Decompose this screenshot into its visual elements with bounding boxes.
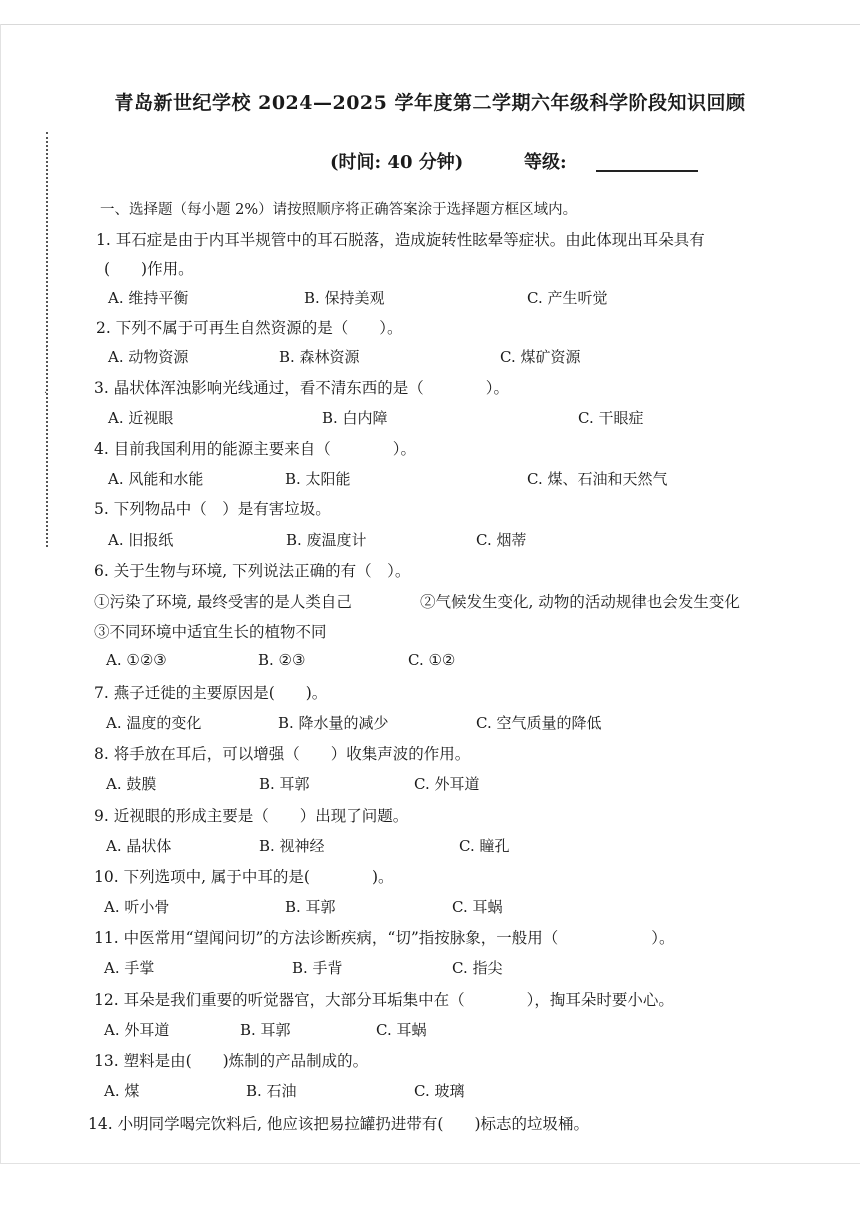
- question-12-option-c[interactable]: C. 耳蜗: [376, 1021, 427, 1039]
- question-5-option-b[interactable]: B. 废温度计: [286, 531, 367, 549]
- question-7-option-c[interactable]: C. 空气质量的降低: [476, 714, 602, 732]
- section-instructions: 一、选择题（每小题 2%）请按照顺序将正确答案涂于选择题方框区域内。: [100, 202, 578, 218]
- question-6-option-a[interactable]: A. ①②③: [106, 651, 167, 669]
- question-7-option-b[interactable]: B. 降水量的减少: [278, 714, 389, 732]
- question-8-option-c[interactable]: C. 外耳道: [414, 775, 480, 793]
- question-8-stem: 8. 将手放在耳后，可以增强（ ）收集声波的作用。: [94, 745, 471, 763]
- grade-label: 等级:: [524, 152, 567, 173]
- question-4-option-b[interactable]: B. 太阳能: [285, 470, 351, 488]
- question-9-option-b[interactable]: B. 视神经: [259, 837, 325, 855]
- time-label: (时间: 40 分钟): [330, 152, 464, 173]
- question-13-stem: 13. 塑料是由( )炼制的产品制成的。: [94, 1052, 369, 1070]
- question-13-option-c[interactable]: C. 玻璃: [414, 1082, 465, 1100]
- question-6-statement-2: ②气候发生变化, 动物的活动规律也会发生变化: [420, 593, 740, 611]
- question-10-option-c[interactable]: C. 耳蜗: [452, 898, 503, 916]
- question-11-stem: 11. 中医常用“望闻问切”的方法诊断疾病，“切”指按脉象，一般用（ ）。: [94, 929, 675, 947]
- question-6-statement-1: ①污染了环境, 最终受害的是人类自己: [94, 593, 352, 611]
- binding-mark: ·: [44, 388, 48, 399]
- question-1-stem-cont: ( )作用。: [104, 260, 194, 278]
- question-6-stem: 6. 关于生物与环境, 下列说法正确的有（ ）。: [94, 562, 411, 580]
- question-3-stem: 3. 晶状体浑浊影响光线通过，看不清东西的是（ ）。: [94, 379, 509, 397]
- question-8-option-b[interactable]: B. 耳郭: [259, 775, 310, 793]
- page-border-top: [0, 24, 860, 25]
- question-7-stem: 7. 燕子迁徙的主要原因是( )。: [94, 684, 328, 702]
- page-border-bottom: [0, 1163, 860, 1164]
- question-2-option-c[interactable]: C. 煤矿资源: [500, 348, 581, 366]
- question-2-stem: 2. 下列不属于可再生自然资源的是（ ）。: [96, 319, 403, 337]
- question-5-stem: 5. 下列物品中（ ）是有害垃圾。: [94, 500, 331, 518]
- exam-title: 青岛新世纪学校 2024—2025 学年度第二学期六年级科学阶段知识回顾: [114, 92, 746, 114]
- page-border-left: [0, 24, 1, 1164]
- question-11-option-a[interactable]: A. 手掌: [104, 959, 155, 977]
- question-4-option-a[interactable]: A. 风能和水能: [108, 470, 204, 488]
- question-7-option-a[interactable]: A. 温度的变化: [106, 714, 202, 732]
- question-11-option-b[interactable]: B. 手背: [292, 959, 343, 977]
- question-1-option-a[interactable]: A. 维持平衡: [108, 289, 189, 307]
- question-6-option-b[interactable]: B. ②③: [258, 651, 306, 669]
- question-9-stem: 9. 近视眼的形成主要是（ ）出现了问题。: [94, 807, 409, 825]
- question-12-stem: 12. 耳朵是我们重要的听觉器官，大部分耳垢集中在（ ），掏耳朵时要小心。: [94, 991, 674, 1009]
- question-9-option-a[interactable]: A. 晶状体: [106, 837, 172, 855]
- question-14-stem: 14. 小明同学喝完饮料后, 他应该把易拉罐扔进带有( )标志的垃圾桶。: [88, 1115, 590, 1133]
- question-2-option-a[interactable]: A. 动物资源: [108, 348, 189, 366]
- question-10-option-a[interactable]: A. 听小骨: [104, 898, 170, 916]
- question-10-stem: 10. 下列选项中, 属于中耳的是( )。: [94, 868, 394, 886]
- question-9-option-c[interactable]: C. 瞳孔: [459, 837, 510, 855]
- question-5-option-c[interactable]: C. 烟蒂: [476, 531, 527, 549]
- question-12-option-a[interactable]: A. 外耳道: [104, 1021, 170, 1039]
- question-6-option-c[interactable]: C. ①②: [408, 651, 456, 669]
- question-4-option-c[interactable]: C. 煤、石油和天然气: [527, 470, 668, 488]
- question-4-stem: 4. 目前我国利用的能源主要来自（ ）。: [94, 440, 416, 458]
- question-8-option-a[interactable]: A. 鼓膜: [106, 775, 157, 793]
- question-13-option-a[interactable]: A. 煤: [104, 1082, 140, 1100]
- question-1-option-c[interactable]: C. 产生听觉: [527, 289, 608, 307]
- question-10-option-b[interactable]: B. 耳郭: [285, 898, 336, 916]
- question-5-option-a[interactable]: A. 旧报纸: [108, 531, 174, 549]
- question-11-option-c[interactable]: C. 指尖: [452, 959, 503, 977]
- question-3-option-c[interactable]: C. 干眼症: [578, 409, 644, 427]
- binding-dotted-line: [46, 132, 48, 547]
- question-2-option-b[interactable]: B. 森林资源: [279, 348, 360, 366]
- grade-blank[interactable]: [596, 170, 698, 172]
- question-3-option-a[interactable]: A. 近视眼: [108, 409, 174, 427]
- question-3-option-b[interactable]: B. 白内障: [322, 409, 388, 427]
- question-1-option-b[interactable]: B. 保持美观: [304, 289, 385, 307]
- binding-mark: ˙: [44, 346, 49, 357]
- question-1-stem: 1. 耳石症是由于内耳半规管中的耳石脱落，造成旋转性眩晕等症状。由此体现出耳朵具有: [96, 231, 705, 249]
- question-6-statement-3: ③不同环境中适宜生长的植物不同: [94, 623, 327, 641]
- question-12-option-b[interactable]: B. 耳郭: [240, 1021, 291, 1039]
- question-13-option-b[interactable]: B. 石油: [246, 1082, 297, 1100]
